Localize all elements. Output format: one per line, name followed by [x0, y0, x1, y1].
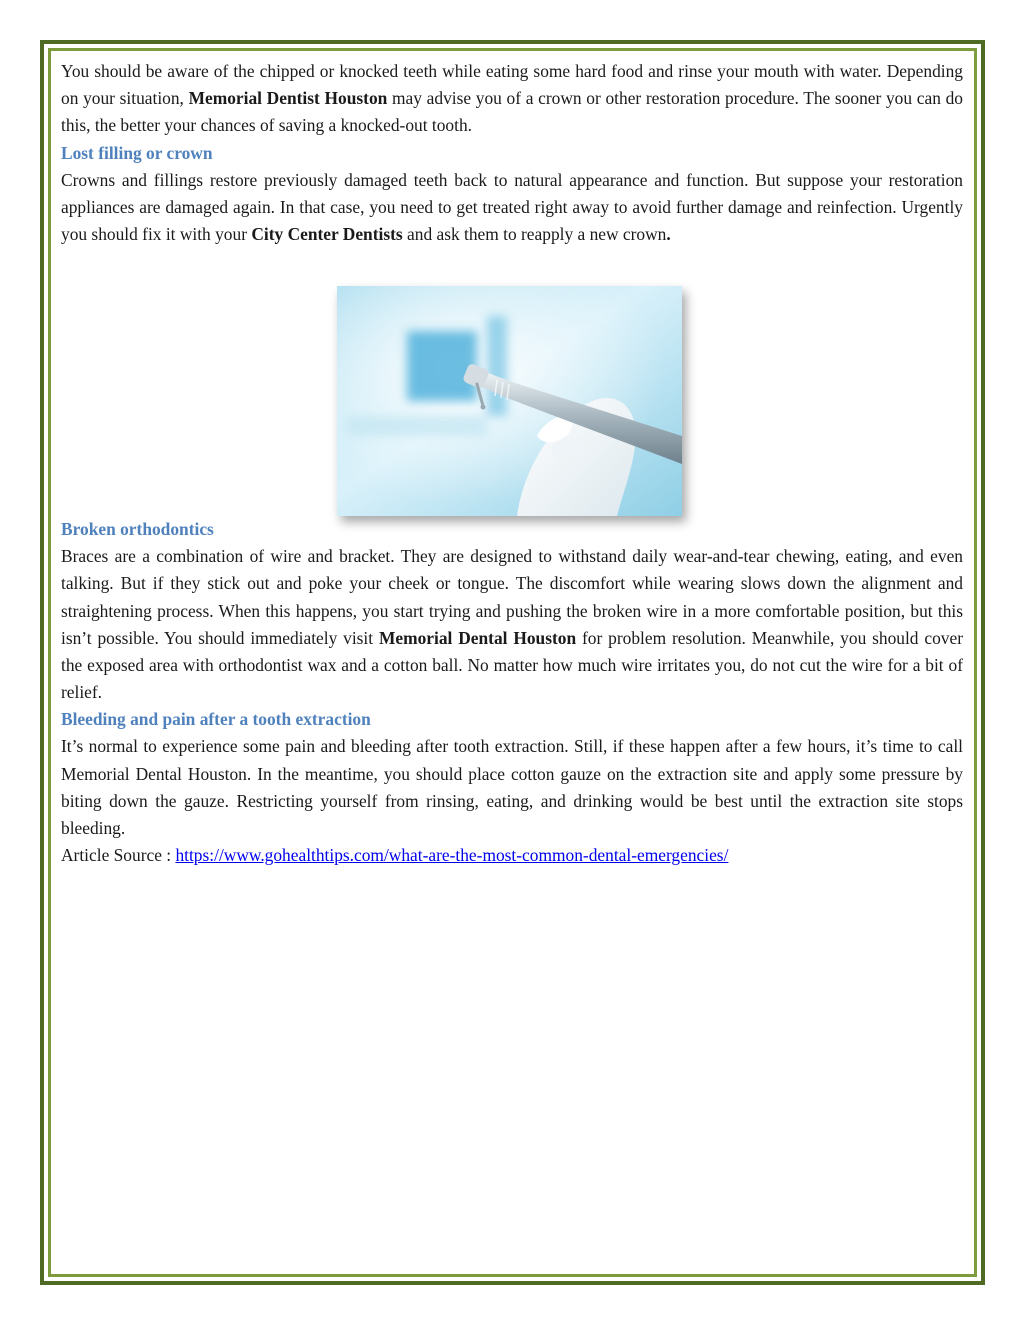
lost-filling-paragraph: [61, 167, 963, 249]
heading-broken-orthodontics: Broken orthodontics: [61, 519, 214, 540]
heading-lost-filling: Lost filling or crown: [61, 142, 213, 163]
memorial-dentist-houston-bold: Memorial Dentist Houston: [188, 88, 388, 109]
tooth-extraction-paragraph: It’s normal to experience some pain and bleeding after tooth extraction. Still, if these happen after a few hours, it’s time to call Memorial Dental Houston. In the meantime, you should place cotton gauze on the extraction site and apply some pressure by biting down the gauze. Restricting yourself from rinsing, eating, and drinking would be best until the extraction site stops bleeding.: [61, 736, 963, 839]
lost-filling-text-end: and ask them to reapply a new crown: [402, 224, 667, 245]
broken-orthodontics-paragraph: [61, 543, 963, 706]
lost-filling-period: .: [666, 224, 671, 245]
intro-text-start: You should be aware of the chipped or knocked teeth while eating some hard food and rinse your mouth with water. Depending on your situation,: [61, 61, 963, 109]
dental-drill-photo: [337, 286, 682, 516]
article-source: [61, 842, 963, 869]
city-center-dentists-bold: City Center Dentists: [251, 224, 403, 245]
intro-paragraph: [61, 58, 963, 140]
orthodontics-text-end: for problem resolution. Meanwhile, you should cover the exposed area with orthodontist wax and a cotton ball. No matter how much wire irritates you, do not cut the wire for a bit of relief.: [61, 627, 963, 703]
figure-container: [61, 286, 963, 516]
document-content: [61, 58, 963, 869]
orthodontics-text-start: Braces are a combination of wire and bracket. They are designed to withstand daily wear-and-tear chewing, eating, and even talking. But if they stick out and poke your cheek or tongue. The discomfort while wearing slows down the alignment and straightening process. When this happens, you start trying and pushing the broken wire in a more comfortable position, but this isn’t possible. You should immediately visit: [61, 546, 963, 648]
article-source-link[interactable]: https://www.gohealthtips.com/what-are-the-most-common-dental-emergencies/: [175, 845, 729, 866]
dental-drill-illustration: [337, 286, 682, 516]
heading-tooth-extraction: Bleeding and pain after a tooth extraction: [61, 709, 371, 730]
lost-filling-text-start: Crowns and fillings restore previously damaged teeth back to natural appearance and function. But suppose your restoration appliances are damaged again. In that case, you need to get treated right away to avoid further damage and reinfection. Urgently you should fix it with your: [61, 169, 963, 245]
intro-text-end: may advise you of a crown or other restoration procedure. The sooner you can do this, the better your chances of saving a knocked-out tooth.: [61, 88, 963, 136]
memorial-dental-houston-bold: Memorial Dental Houston: [378, 627, 577, 648]
article-source-label: Article Source :: [61, 845, 176, 866]
